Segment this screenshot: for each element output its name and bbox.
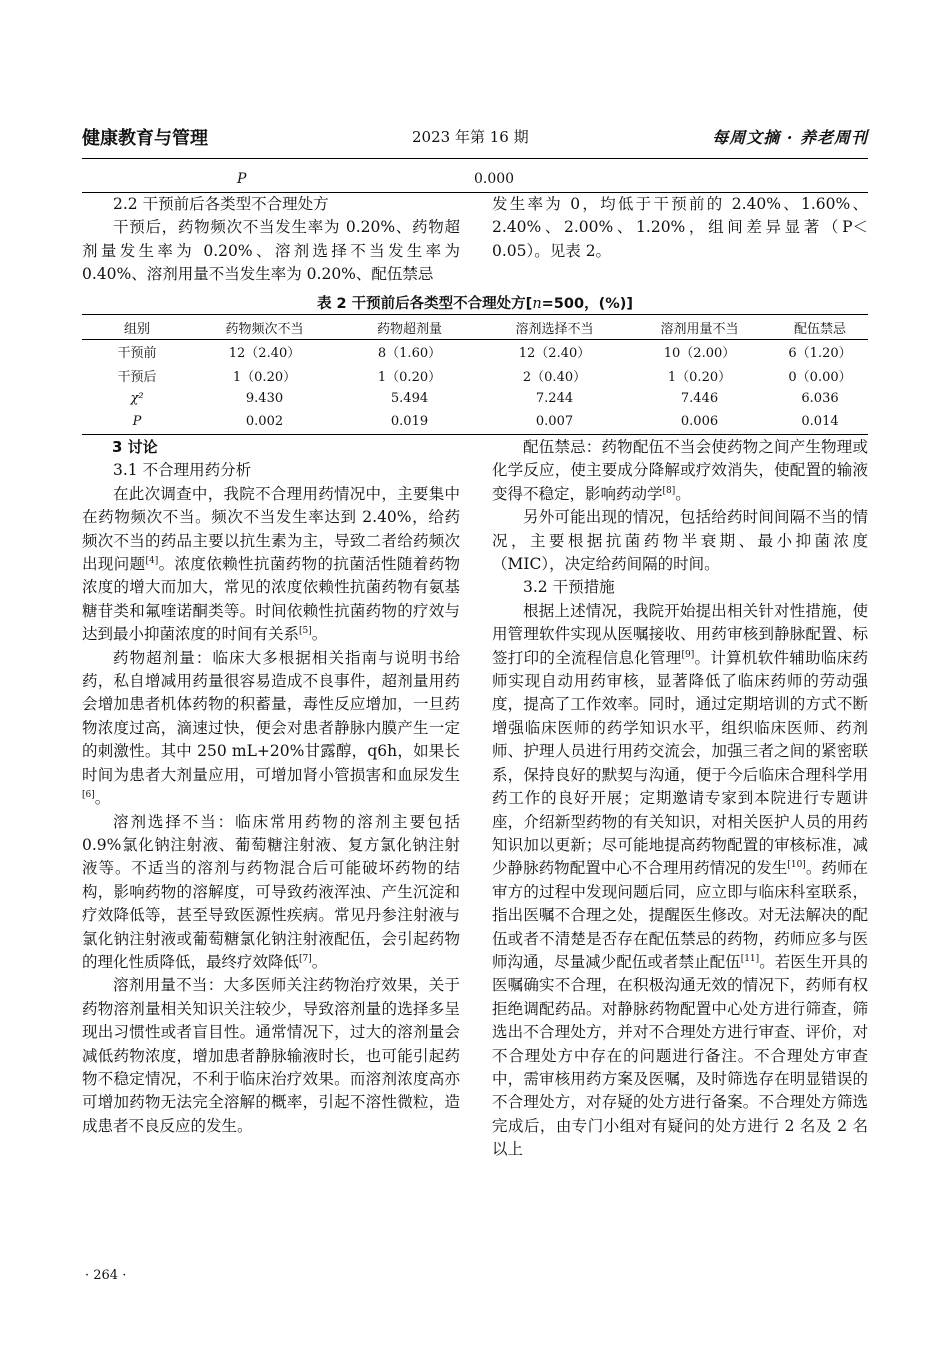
text: 。药师在审方的过程中发现问题后同，应立即与临床科室联系，指出医嘱不合理之处，提醒医生修改。对无法解决的配伍或者不清楚是否存在配伍禁忌的药物，药师应多与医师沟通，尽量减少配伍或者禁止配伍 <box>492 859 868 971</box>
page-header <box>82 124 868 154</box>
issue-label: 2023 年第 16 期 <box>412 128 529 146</box>
text: 。若医生开具的医嘱确实不合理，在积极沟通无效的情况下，药师有权拒绝调配药品。对静脉药物配置中心处方进行筛查，筛选出不合理处方，并对不合理处方进行审查、评价，对不合理处方中存在的问题进行备注。不合理处方审查中，需审核用药方案及医嘱，及时筛选存在明显错误的不合理处方，对存疑的处方进行备案。不合理处方筛选完成后，由专门小组对有疑问的处方进行 2 名及 2 名以上 <box>492 952 868 1159</box>
section31-heading: 3.1 不合理用药分析 <box>113 461 252 480</box>
sec22-body-left: 干预后，药物频次不当发生率为 0.20%、药物超剂量发生率为 0.20%、溶剂选择不当发生率为 0.40%、溶剂用量不当发生率为 0.20%、配伍禁忌 <box>82 218 460 284</box>
table-cell: 0.006 <box>627 410 772 434</box>
table-cell: 1（0.20） <box>667 369 732 385</box>
table-cell: 0.007 <box>482 410 627 434</box>
table-cell: 1（0.20） <box>377 369 442 385</box>
table-row <box>82 410 868 434</box>
citation: [11] <box>740 953 760 964</box>
table-header-cell: 药物频次不当 <box>192 315 337 340</box>
table-cell: 0.002 <box>192 410 337 434</box>
brand-label: 每周文摘 · 养老周刊 <box>712 128 868 147</box>
prev-p-label: P <box>237 171 247 187</box>
right-paragraph-3 <box>492 600 868 1162</box>
table-cell: χ² <box>130 390 144 406</box>
left-paragraph-3 <box>82 811 460 975</box>
table2 <box>82 314 868 435</box>
citation: [5] <box>299 626 312 637</box>
section3-heading: 3 讨论 <box>112 438 158 456</box>
text: 。 <box>94 789 111 808</box>
table2-title-pre: 表 2 干预前后各类型不合理处方[ <box>317 296 533 312</box>
page-number: · 264 · <box>85 1268 127 1283</box>
left-paragraph-2 <box>82 647 460 811</box>
table-row <box>82 363 868 386</box>
sec22-body-right: 发生率为 0，均低于干预前的 2.40%、1.60%、2.40%、2.00%、1.20%，组间差异显著（P＜0.05）。见表 2。 <box>492 195 868 260</box>
table2-title <box>82 292 868 313</box>
journal-title: 健康教育与管理 <box>82 128 208 149</box>
text: 药物超剂量：临床大多根据相关指南与说明书给药，私自增减用药量很容易造成不良事件，超剂量用药会增加患者机体药物的积蓄量，毒性反应增加，一旦药物浓度过高，滴速过快，便会对患者静脉内膜产生一定的刺激性。其中 250 mL+20%甘露醇，q6h，如果长时间为患者大剂量应用，可增加肾小管损害和血尿发生 <box>82 648 460 784</box>
table-cell: 12（2.40） <box>228 346 301 362</box>
right-column <box>492 436 868 1162</box>
sec22-title: 2.2 干预前后各类型不合理处方 <box>113 195 329 213</box>
text: 配伍禁忌：药物配伍不当会使药物之间产生物理或化学反应，使主要成分降解或疗效消失，使配置的输液变得不稳定，影响药动学 <box>492 438 868 503</box>
sec22-left <box>82 193 460 287</box>
left-paragraph-4: 溶剂用量不当：大多医师关注药物治疗效果，关于药物溶剂量相关知识关注较少，导致溶剂量的选择多呈现出习惯性或者盲目性。通常情况下，过大的溶剂量会减低药物浓度，增加患者静脉输液时长，也可能引起药物不稳定情况，不利于临床治疗效果。而溶剂浓度高亦可增加药物无法完全溶解的概率，引起不溶性微粒，造成患者不良反应的发生。 <box>82 976 460 1135</box>
text: 。 <box>675 484 691 503</box>
prev-p-value: 0.000 <box>474 171 515 187</box>
section32-heading: 3.2 干预措施 <box>523 578 615 597</box>
header-rule <box>82 158 868 159</box>
table-header-cell: 组别 <box>82 315 192 340</box>
text: 。 <box>311 625 328 644</box>
left-paragraph-1 <box>82 483 460 647</box>
table-header-cell: 配伍禁忌 <box>772 315 868 340</box>
citation: [10] <box>787 860 806 871</box>
table-cell: 0.019 <box>337 410 482 434</box>
prev-table-tail <box>82 171 868 191</box>
text: 。 <box>311 952 328 971</box>
table-cell: 7.244 <box>535 390 574 406</box>
text: 在此次调查中，我院不合理用药情况中，主要集中在药物频次不当。频次不当发生率达到 2.40%，给药频次不当的药品主要以抗生素为主，导致二者给药频次出现问题 <box>82 484 460 574</box>
sec22-right <box>492 193 868 263</box>
table-cell: 7.446 <box>680 390 719 406</box>
table-cell: 1（0.20） <box>232 369 297 385</box>
table-header-cell: 药物超剂量 <box>337 315 482 340</box>
table-cell: P <box>82 410 192 434</box>
table-cell: 5.494 <box>390 390 429 406</box>
text: 。计算机软件辅助临床药师实现自动用药审核，显著降低了临床药师的劳动强度，提高了工作效率。同时，通过定期培训的方式不断增强临床医师的药学知识水平，组织临床医师、药剂师、护理人员进行用药交流会，加强三者之间的紧密联系，保持良好的默契与沟通，便于今后临床合理科学用药工作的良好开展；定期邀请专家到本院进行专题讲座，介绍新型药物的有关知识，对相关医护人员的用药知识加以更新；尽可能地提高药物配置的审核标准，减少静脉药物配置中心不合理用药情况的发生 <box>492 648 868 878</box>
table-cell: 0（0.00） <box>788 369 852 385</box>
citation: [7] <box>299 953 312 964</box>
table-cell: 12（2.40） <box>518 346 591 362</box>
table2-title-post: =500，(%)] <box>541 296 633 312</box>
table-row <box>82 340 868 364</box>
citation: [4] <box>145 555 159 566</box>
right-paragraph-1 <box>492 436 868 506</box>
table-header-row <box>82 315 868 340</box>
text: 。浓度依赖性抗菌药物的抗菌活性随着药物浓度的增大而加大，常见的浓度依赖性抗菌药物有氨基糖苷类和氟喹诺酮类等。时间依赖性抗菌药物的疗效与达到最小抑菌浓度的时间有关系 <box>82 555 460 644</box>
table-cell: 6（1.20） <box>788 346 852 362</box>
table-header-cell: 溶剂选择不当 <box>482 315 627 340</box>
table2-title-n: n <box>532 296 542 312</box>
table-row <box>82 387 868 410</box>
table-cell: 干预后 <box>117 369 157 385</box>
table-cell: 2（0.40） <box>522 369 587 385</box>
text: 溶剂选择不当：临床常用药物的溶剂主要包括 0.9%氯化钠注射液、葡萄糖注射液、复方氯化钠注射液等。不适当的溶剂与药物混合后可能破坏药物的结构，影响药物的溶解度，可导致药液浑浊、产生沉淀和疗效降低等，甚至导致医源性疾病。常见丹参注射液与氯化钠注射液或葡萄糖氯化钠注射液配伍，会引起药物的理化性质降低，最终疗效降低 <box>82 812 460 971</box>
table-cell: 8（1.60） <box>377 346 442 362</box>
table-cell: 干预前 <box>117 346 157 362</box>
table-cell: 9.430 <box>245 390 284 406</box>
text: 根据上述情况，我院开始提出相关针对性措施，使用管理软件实现从医嘱接收、用药审核到静脉配置、标签打印的全流程信息化管理 <box>492 601 868 667</box>
table-cell: 0.014 <box>772 410 868 434</box>
table-header-cell: 溶剂用量不当 <box>627 315 772 340</box>
table-cell: 6.036 <box>801 390 839 406</box>
right-paragraph-2: 另外可能出现的情况，包括给药时间间隔不当的情况，主要根据抗菌药物半衰期、最小抑菌浓度（MIC），决定给药间隔的时间。 <box>492 508 868 574</box>
table-cell: 10（2.00） <box>663 346 736 362</box>
citation: [9] <box>681 649 695 660</box>
citation: [6] <box>82 789 95 800</box>
left-column <box>82 436 460 1138</box>
citation: [8] <box>662 485 676 496</box>
